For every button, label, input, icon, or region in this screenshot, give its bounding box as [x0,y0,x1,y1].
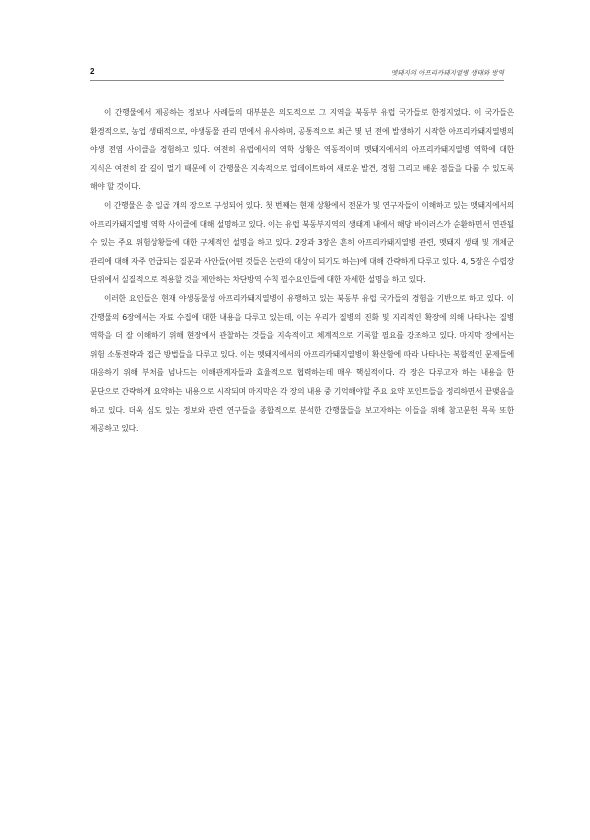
running-header-title: 멧돼지의 아프리카돼지열병 생태와 방역 [391,69,504,77]
paragraph: 이 간행물에서 제공하는 정보나 사례들의 대부분은 의도적으로 그 지역을 북동부 유럽 국가들로 한정지었다. 이 국가들은 환경적으로, 농업 생태적으로, 야생동물 관리 면에서 유사하며, 공통적으로 최근 몇 년 전에 발생하기 시작한 아프리카돼지열병의 야생 전염 사이클을 경험하고 있다. 여전히 유럽에서의 역학 상황은 역동적이며 멧돼지에서의 아프리카돼지열병 역학에 대한 지식은 여전히 갈 길이 멀기 때문에 이 간행물은 지속적으로 업데이트하여 새로운 발견, 경험 그리고 배운 점들을 다룰 수 있도록 해야 할 것이다. [90,108,514,192]
paragraph: 이러한 요인들은 현재 야생동물성 아프리카돼지열병이 유행하고 있는 북동부 유럽 국가들의 경험을 기반으로 하고 있다. 이 간행물의 6장에서는 자료 수집에 대한 내용을 다루고 있는데, 이는 우리가 질병의 진화 및 지리적인 확장에 의해 나타나는 질병 역학을 더 잘 이해하기 위해 현장에서 관찰하는 것들을 지속적이고 체계적으로 기록할 필요를 강조하고 있다. 마지막 장에서는 위험 소통전략과 접근 방법들을 다루고 있다. 이는 멧돼지에서의 아프리카돼지열병이 확산함에 따라 나타나는 복합적인 문제들에 대응하기 위해 부처를 넘나드는 이해관계자들과 효율적으로 협력하는데 매우 핵심적이다. 각 장은 다루고자 하는 내용을 한 문단으로 간략하게 요약하는 내용으로 시작되며 마지막은 각 장의 내용 중 기억해야할 주요 요약 포인트들을 정리하면서 끝맺음을 하고 있다. 더욱 심도 있는 정보와 관련 연구들을 종합적으로 분석한 간행물들을 보고자하는 이들을 위해 참고문헌 목록 또한 제공하고 있다. [90,293,514,434]
page-number: 2 [90,67,95,76]
body-text [90,104,514,439]
paragraph: 이 간행물은 총 일곱 개의 장으로 구성되어 있다. 첫 번째는 현재 상황에서 전문가 및 연구자들이 이해하고 있는 멧돼지에서의 아프리카돼지열병 역학 사이클에 대해 설명하고 있다. 이는 유럽 북동부지역의 생태계 내에서 해당 바이러스가 순환하면서 연관될 수 있는 주요 위험상황들에 대한 구체적인 설명을 하고 있다. 2장과 3장은 흔히 아프리카돼지열병 관련, 멧돼지 생태 및 개체군 관리에 대해 자주 언급되는 질문과 사안들(어떤 것들은 논란의 대상이 되기도 하는)에 대해 간략하게 다루고 있다. 4, 5장은 수렵장 단위에서 실질적으로 적용할 것을 제안하는 차단방역 수칙 필수요인들에 대한 자세한 설명을 하고 있다. [90,200,514,285]
header-divider [90,80,504,81]
